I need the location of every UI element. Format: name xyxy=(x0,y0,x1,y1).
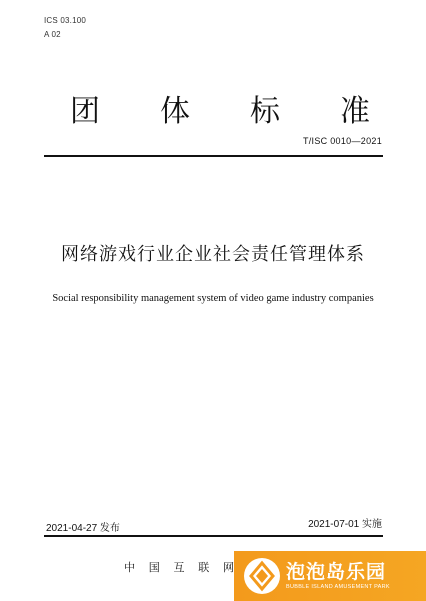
top-divider xyxy=(44,155,383,157)
publisher-char: 国 xyxy=(148,561,160,574)
bottom-divider xyxy=(44,535,383,537)
publisher-char: 中 xyxy=(124,561,135,574)
chinese-title: 网络游戏行业企业社会责任管理体系 xyxy=(61,244,365,265)
heading-char: 准 xyxy=(340,94,370,129)
publisher-char: 网 xyxy=(223,561,234,574)
english-title: Social responsibility management system of video game industry companies xyxy=(52,293,374,304)
heading-char: 体 xyxy=(160,94,190,129)
watermark-cn-text: 泡泡岛乐园 xyxy=(286,561,387,583)
publisher-char: 互 xyxy=(173,561,185,574)
effective-date: 2021-07-01 实施 xyxy=(308,519,382,530)
watermark-en-text: BUBBLE ISLAND AMUSEMENT PARK xyxy=(286,584,390,590)
ccs-code: A 02 xyxy=(44,30,61,39)
publisher-char: 联 xyxy=(198,561,210,574)
bubble-island-logo-icon xyxy=(242,556,282,596)
watermark-logo xyxy=(234,551,426,601)
heading-char: 团 xyxy=(70,94,100,129)
ics-code: ICS 03.100 xyxy=(44,16,87,25)
document-type-heading xyxy=(70,86,370,130)
standard-number: T/ISC 0010—2021 xyxy=(302,136,382,146)
publish-date: 2021-04-27 发布 xyxy=(46,523,120,534)
publisher-name xyxy=(124,559,234,575)
heading-char: 标 xyxy=(250,94,280,129)
